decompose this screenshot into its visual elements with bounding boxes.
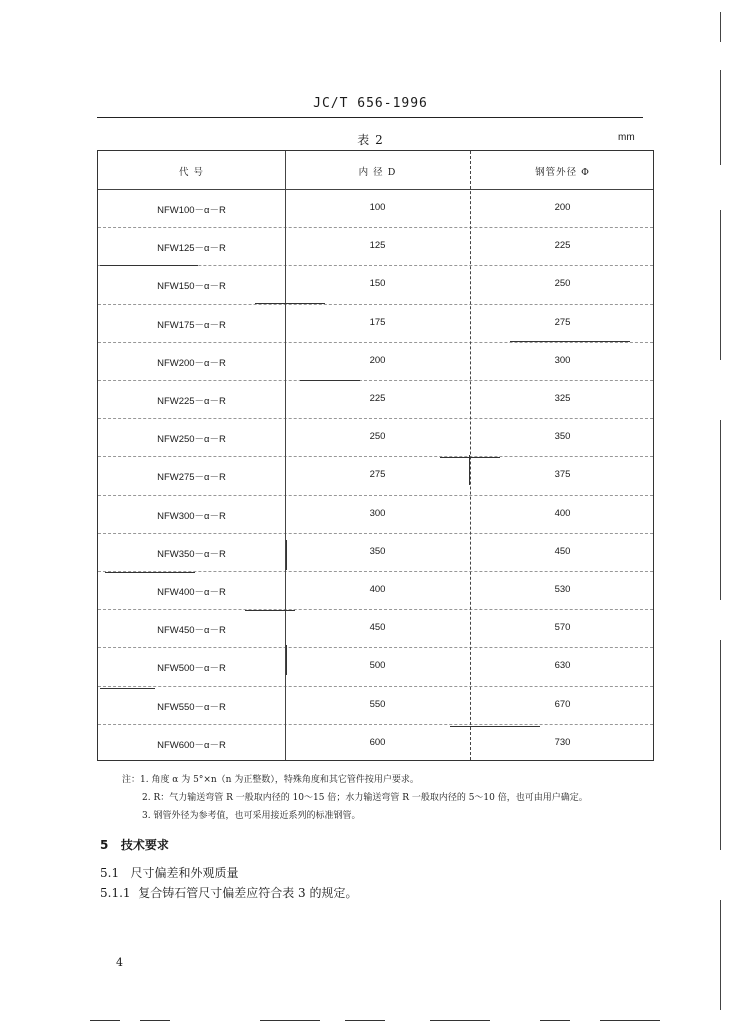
scan-line [450, 726, 540, 727]
cell-steel-od: 730 [554, 736, 571, 748]
section-title: 技术要求 [120, 838, 169, 852]
cell-code: NFW225－α－R [157, 396, 226, 407]
cell-code: NFW150－α－R [157, 281, 226, 293]
section-number: 5.1.1 [100, 886, 131, 900]
scan-line [286, 645, 287, 675]
cell-inner-diameter: 400 [369, 584, 386, 595]
cell-code: NFW350－α－R [157, 548, 226, 560]
col-header-code: 代 号 [178, 167, 205, 178]
row-divider [98, 227, 653, 228]
cell-inner-diameter: 175 [369, 316, 386, 328]
cell-code: NFW125－α－R [157, 243, 226, 255]
cell-code: NFW100－α－R [157, 205, 226, 216]
cell-code: NFW400－α－R [157, 587, 226, 598]
cell-steel-od: 225 [554, 240, 571, 252]
cell-code: NFW300－α－R [157, 510, 226, 522]
scan-edge [600, 1020, 660, 1021]
row-divider [98, 418, 653, 419]
scan-edge [540, 1020, 570, 1021]
scan-line [300, 380, 360, 381]
cell-steel-od: 630 [554, 660, 571, 672]
section-number: 5.1 [100, 866, 120, 880]
scan-edge [720, 70, 721, 165]
cell-inner-diameter: 200 [369, 354, 386, 366]
header-rule [97, 117, 643, 118]
cell-steel-od: 530 [554, 584, 571, 595]
section-5-1-1 [100, 884, 357, 901]
cell-inner-diameter: 500 [369, 660, 386, 672]
cell-steel-od: 275 [554, 316, 571, 328]
cell-inner-diameter: 275 [369, 469, 386, 481]
section-5-1 [100, 864, 239, 881]
section-title: 复合铸石管尺寸偏差应符合表 3 的规定。 [138, 886, 358, 900]
cell-steel-od: 450 [554, 545, 571, 557]
cell-inner-diameter: 125 [369, 240, 386, 252]
cell-inner-diameter: 450 [369, 622, 386, 634]
scan-line [440, 457, 500, 458]
scan-edge [345, 1020, 385, 1021]
scan-edge [720, 420, 721, 600]
cell-inner-diameter: 250 [369, 431, 386, 443]
scan-edge [140, 1020, 170, 1021]
col-header-steel-od: 钢管外径 Φ [535, 167, 590, 178]
scan-edge [260, 1020, 320, 1021]
section-title: 尺寸偏差和外观质量 [130, 866, 239, 880]
scan-edge [720, 640, 721, 850]
cell-steel-od: 570 [554, 622, 571, 634]
cell-inner-diameter: 225 [369, 393, 386, 404]
cell-steel-od: 250 [554, 278, 571, 290]
table-note-1: 注：1. 角度 α 为 5°×n（n 为正整数），特殊角度和其它管件按用户要求。 [122, 775, 419, 785]
scan-edge [720, 12, 721, 42]
scan-line [100, 265, 198, 266]
cell-code: NFW275－α－R [157, 472, 226, 484]
row-divider [98, 686, 653, 687]
cell-steel-od: 200 [554, 202, 571, 213]
row-divider [98, 647, 653, 648]
dimension-table [97, 150, 654, 761]
cell-code: NFW600－α－R [157, 739, 226, 751]
cell-inner-diameter: 600 [369, 736, 386, 748]
table-note-3: 3. 钢管外径为参考值，也可采用接近系列的标准钢管。 [142, 811, 361, 821]
row-divider [98, 456, 653, 457]
scan-edge [430, 1020, 490, 1021]
scan-line [255, 303, 325, 304]
cell-steel-od: 350 [554, 431, 571, 443]
cell-inner-diameter: 550 [369, 698, 386, 710]
cell-inner-diameter: 300 [369, 507, 386, 519]
cell-steel-od: 300 [554, 354, 571, 366]
scan-edge [720, 900, 721, 1010]
row-divider [98, 533, 653, 534]
cell-code: NFW175－α－R [157, 319, 226, 331]
cell-steel-od: 375 [554, 469, 571, 481]
scan-edge [720, 210, 721, 360]
cell-steel-od: 400 [554, 507, 571, 519]
scan-line [469, 455, 470, 485]
section-number: 5 [100, 838, 109, 852]
row-divider [98, 495, 653, 496]
cell-inner-diameter: 100 [369, 202, 386, 213]
cell-inner-diameter: 150 [369, 278, 386, 290]
table-unit: mm [618, 132, 635, 143]
scan-line [105, 572, 195, 573]
cell-code: NFW450－α－R [157, 625, 226, 637]
scan-line [286, 540, 287, 570]
cell-code: NFW500－α－R [157, 663, 226, 675]
row-divider [98, 304, 653, 305]
cell-code: NFW250－α－R [157, 434, 226, 446]
cell-steel-od: 325 [554, 393, 571, 404]
table-note-2: 2. R：气力输送弯管 R 一般取内径的 10～15 倍；水力输送弯管 R 一般取内径的 5～10 倍，也可由用户确定。 [142, 793, 588, 803]
scan-line [245, 610, 295, 611]
cell-steel-od: 670 [554, 698, 571, 710]
page-number: 4 [116, 956, 123, 969]
header-rule-line [98, 189, 653, 190]
row-divider [98, 724, 653, 725]
scan-line [510, 341, 630, 342]
scan-edge [90, 1020, 120, 1021]
cell-code: NFW550－α－R [157, 701, 226, 713]
scan-line [100, 688, 155, 689]
section-5 [100, 836, 169, 853]
col-header-inner-diameter: 内 径 D [358, 167, 397, 178]
row-divider [98, 380, 653, 381]
row-divider [98, 609, 653, 610]
cell-inner-diameter: 350 [369, 545, 386, 557]
cell-code: NFW200－α－R [157, 357, 226, 369]
standard-code: JC/T 656-1996 [313, 96, 428, 111]
table-caption: 表 2 [357, 133, 384, 147]
